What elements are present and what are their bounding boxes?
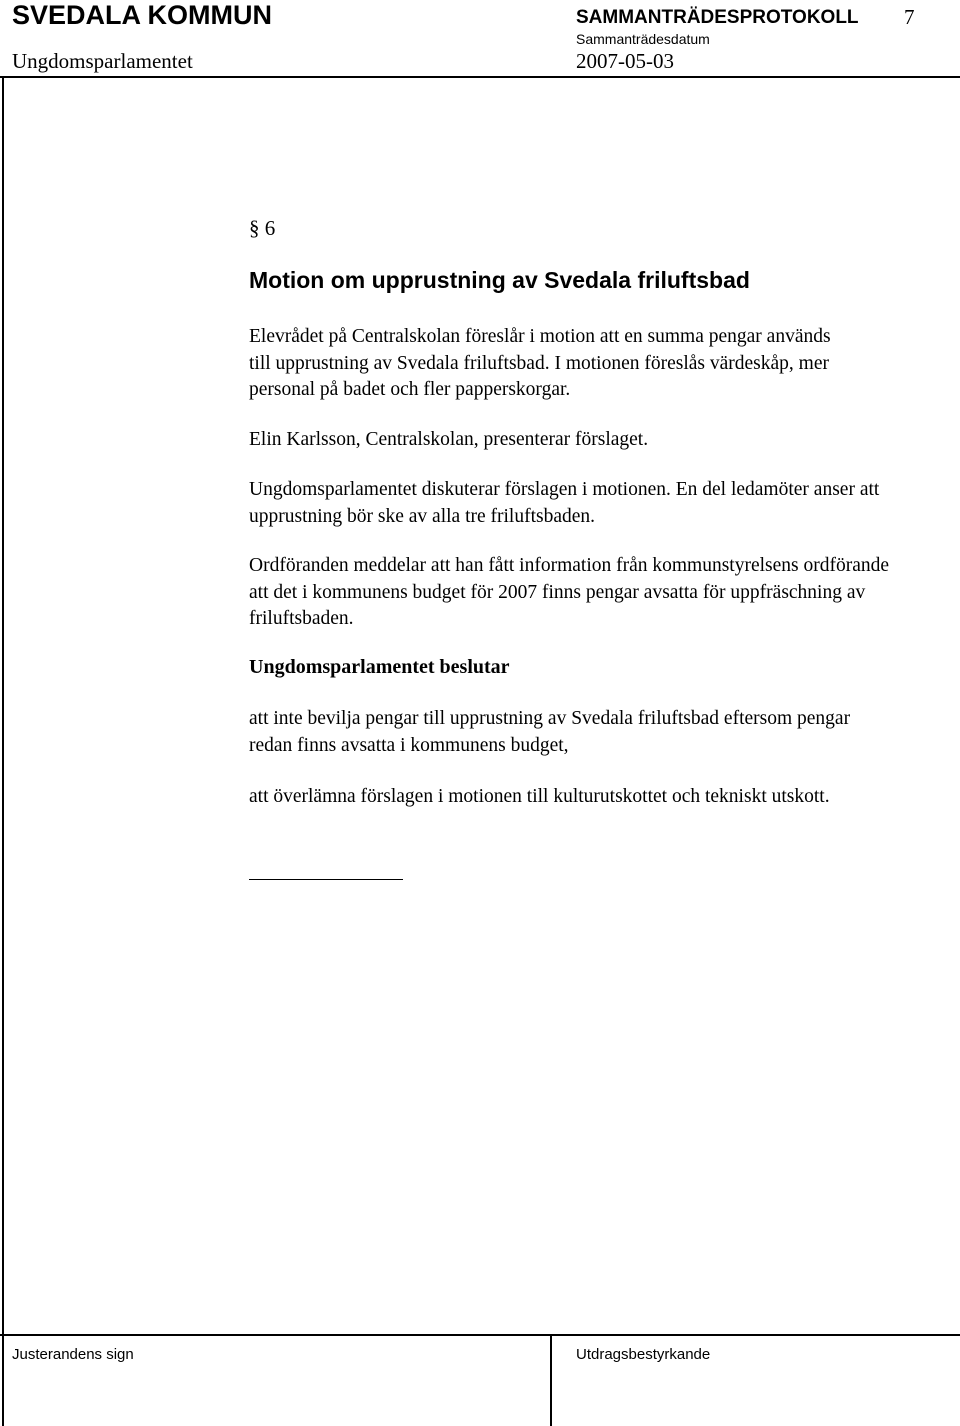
- footer-left-border: [2, 1334, 4, 1426]
- date-label: Sammanträdesdatum: [576, 31, 710, 47]
- decision-text: att överlämna förslagen i motionen till kulturutskottet och tekniskt utskott.: [249, 786, 830, 807]
- paragraph-text: Elevrådet på Centralskolan föreslår i motion att en summa pengar används till upprustning av Svedala friluftsbad. I motionen föreslås värdeskåp, mer personal på badet och fler papperskorgar.: [249, 326, 831, 400]
- meeting-date: 2007-05-03: [576, 49, 674, 73]
- paragraph-discussion: [249, 477, 939, 530]
- certification-label: Utdragsbestyrkande: [576, 1346, 711, 1363]
- paragraph-motion: [249, 324, 939, 404]
- page-number: 7: [904, 5, 915, 29]
- decision-heading: Ungdomsparlamentet beslutar: [249, 656, 510, 678]
- paragraph-chair: [249, 553, 939, 633]
- paragraph-text: Ungdomsparlamentet diskuterar förslagen i motionen. En del ledamöter anser att upprustning bör ske av alla tre friluftsbaden.: [249, 479, 880, 527]
- paragraph-presenter: [249, 427, 939, 454]
- section-title: Motion om upprustning av Svedala friluftsbad: [249, 267, 750, 293]
- paragraph-text: Elin Karlsson, Centralskolan, presenterar förslaget.: [249, 429, 649, 450]
- left-margin-line: [2, 76, 4, 1336]
- decision-item: [249, 706, 939, 759]
- body-name: Ungdomsparlamentet: [12, 49, 193, 73]
- organization-name: SVEDALA KOMMUN: [12, 0, 272, 30]
- footer-divider: [0, 1334, 960, 1336]
- section-end-rule: [249, 879, 403, 880]
- header-divider: [0, 76, 960, 78]
- signature-label: Justerandens sign: [12, 1346, 134, 1363]
- decision-item: [249, 784, 939, 811]
- footer-column-divider: [550, 1334, 552, 1426]
- document-type: SAMMANTRÄDESPROTOKOLL: [576, 7, 859, 28]
- paragraph-number: § 6: [249, 216, 276, 240]
- decision-text: att inte bevilja pengar till upprustning av Svedala friluftsbad eftersom pengar redan finns avsatta i kommunens budget,: [249, 708, 851, 756]
- paragraph-text: Ordföranden meddelar att han fått information från kommunstyrelsens ordförande att det i kommunens budget för 2007 finns pengar avsatta för uppfräschning av friluftsbaden.: [249, 555, 890, 629]
